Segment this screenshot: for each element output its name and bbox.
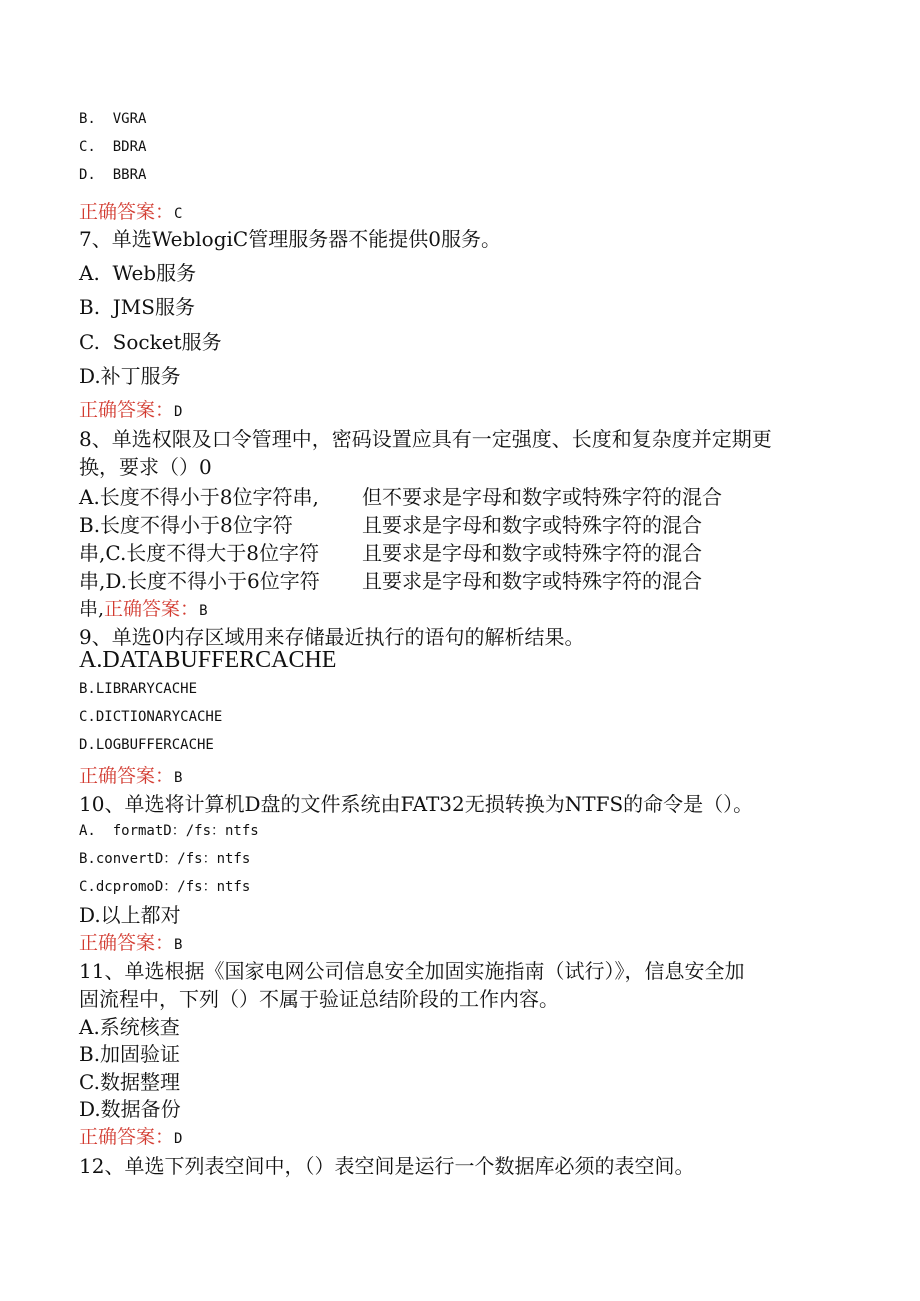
option-c: C.数据整理 [79, 1070, 180, 1094]
answer-line [79, 761, 182, 788]
question-11: 11、单选根据《国家电网公司信息安全加固实施指南（试行）》，信息安全加 [79, 959, 745, 983]
answer-value: D [174, 404, 183, 420]
option-d: D. BBRA [79, 167, 147, 183]
option-c: C.dcpromoD：/fs：ntfs [79, 879, 251, 895]
option-a: A.长度不得小于8位字符串, [79, 485, 319, 509]
option-d-tail: 且要求是字母和数字或特殊字符的混合 [362, 569, 702, 593]
option-d: D.以上都对 [79, 903, 181, 927]
option-c-tail: 且要求是字母和数字或特殊字符的混合 [362, 541, 702, 565]
option-d: D.补丁服务 [79, 364, 181, 388]
option-c: 串,C.长度不得大于8位字符 [79, 541, 320, 565]
answer-value: B [174, 937, 183, 953]
answer-line [79, 395, 182, 422]
answer-line [79, 594, 208, 621]
option-b: B.LIBRARYCACHE [79, 681, 198, 697]
question-8: 8、单选权限及口令管理中，密码设置应具有一定强度、长度和复杂度并定期更 [79, 427, 772, 451]
answer-line [79, 928, 182, 955]
option-b: B.convertD：/fs：ntfs [79, 851, 251, 867]
option-c: C. BDRA [79, 139, 147, 155]
option-d-wrap: 串, [79, 598, 105, 620]
answer-line [79, 1122, 182, 1149]
question-9: 9、单选0内存区域用来存储最近执行的语句的解析结果。 [79, 625, 585, 649]
option-d: D.数据备份 [79, 1097, 181, 1121]
option-d: 串,D.长度不得小于6位字符 [79, 569, 320, 593]
question-12: 12、单选下列表空间中，（）表空间是运行一个数据库必须的表空间。 [79, 1154, 695, 1178]
option-b: B.加固验证 [79, 1042, 181, 1066]
option-d: D.LOGBUFFERCACHE [79, 737, 214, 753]
answer-label: 正确答案： [79, 201, 175, 223]
option-b-tail: 且要求是字母和数字或特殊字符的混合 [362, 513, 702, 537]
option-a: A. Web服务 [79, 261, 197, 285]
answer-line [79, 197, 182, 224]
question-10: 10、单选将计算机D盘的文件系统由FAT32无损转换为NTFS的命令是（）。 [79, 792, 754, 816]
answer-label: 正确答案： [79, 932, 175, 954]
option-a: A.系统核查 [79, 1015, 180, 1039]
answer-label: 正确答案： [104, 598, 200, 620]
option-a-tail: 但不要求是字母和数字或特殊字符的混合 [362, 485, 722, 509]
option-c: C.DICTIONARYCACHE [79, 709, 223, 725]
option-b: B. JMS服务 [79, 295, 195, 319]
answer-label: 正确答案： [79, 399, 175, 421]
answer-value: C [174, 206, 183, 222]
answer-value: D [174, 1131, 183, 1147]
question-11-cont: 固流程中，下列（）不属于验证总结阶段的工作内容。 [79, 987, 559, 1011]
answer-label: 正确答案： [79, 765, 175, 787]
option-a: A. formatD：/fs：ntfs [79, 823, 259, 839]
answer-value: B [174, 770, 183, 786]
option-b: B.长度不得小于8位字符 [79, 513, 293, 537]
answer-value: B [199, 603, 208, 619]
answer-label: 正确答案： [79, 1126, 175, 1148]
option-c: C. Socket服务 [79, 330, 222, 354]
option-a: A.DATABUFFERCACHE [79, 647, 337, 673]
question-8-cont: 换，要求（）0 [79, 455, 212, 479]
option-b: B. VGRA [79, 111, 147, 127]
question-7: 7、单选WeblogiC管理服务器不能提供0服务。 [79, 227, 501, 251]
